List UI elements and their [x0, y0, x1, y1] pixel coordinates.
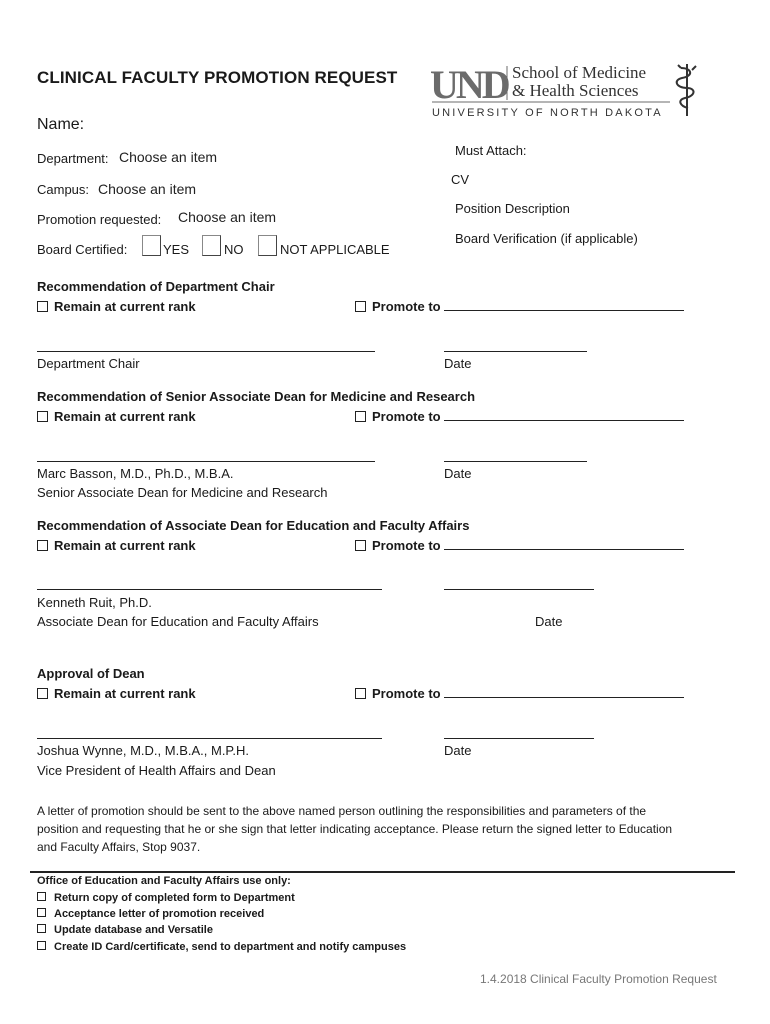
footer-version: 1.4.2018 Clinical Faculty Promotion Request [480, 972, 717, 986]
logo-school-line2: & Health Sciences [512, 81, 639, 100]
date-label: Date [444, 466, 472, 481]
section-heading: Recommendation of Senior Associate Dean for Medicine and Research [37, 389, 476, 404]
instructions-line: A letter of promotion should be sent to the above named person outlining the responsibilities and parameters of the [37, 804, 647, 818]
office-task[interactable]: Update database and Versatile [37, 924, 213, 936]
instructions-line: and Faculty Affairs, Stop 9037. [37, 840, 201, 854]
office-task[interactable]: Acceptance letter of promotion received [37, 908, 264, 920]
logo-university: UNIVERSITY OF NORTH DAKOTA [432, 107, 663, 119]
board-yes-label: YES [163, 242, 190, 257]
checkbox[interactable] [37, 688, 48, 699]
office-task[interactable]: Create ID Card/certificate, send to department and notify campuses [37, 941, 406, 953]
office-task[interactable]: Return copy of completed form to Department [37, 892, 295, 904]
promote-option[interactable]: Promote to [355, 538, 684, 553]
signature-line[interactable] [37, 461, 375, 462]
remain-option[interactable]: Remain at current rank [37, 299, 196, 314]
signer-name: Joshua Wynne, M.D., M.B.A., M.P.H. [37, 743, 250, 758]
office-use-heading: Office of Education and Faculty Affairs use only: [37, 875, 291, 887]
must-attach-heading: Must Attach: [455, 143, 527, 158]
attach-item-board-verification: Board Verification (if applicable) [455, 231, 638, 246]
remain-option[interactable]: Remain at current rank [37, 538, 196, 553]
logo-school-line1: School of Medicine [512, 63, 647, 82]
checkbox[interactable] [355, 411, 366, 422]
name-label: Name: [37, 116, 85, 133]
promote-option[interactable]: Promote to [355, 409, 684, 424]
signer-title: Department Chair [37, 356, 140, 371]
campus-label: Campus: [37, 182, 90, 197]
remain-option[interactable]: Remain at current rank [37, 409, 196, 424]
attach-item-position-description: Position Description [455, 201, 570, 216]
caduceus-icon [677, 64, 696, 116]
section-heading: Recommendation of Associate Dean for Education and Faculty Affairs [37, 518, 470, 533]
checkbox[interactable] [355, 688, 366, 699]
checkbox[interactable] [37, 892, 46, 901]
checkbox[interactable] [355, 540, 366, 551]
signature-line[interactable] [37, 351, 375, 352]
date-label: Date [535, 614, 563, 629]
promote-to-field[interactable] [444, 538, 684, 550]
board-certified-label: Board Certified: [37, 242, 128, 257]
instructions-line: position and requesting that he or she sign that letter indicating acceptance. Please return the signed letter to Education [37, 822, 673, 836]
department-label: Department: [37, 151, 109, 166]
signer-name: Kenneth Ruit, Ph.D. [37, 595, 152, 610]
board-no-checkbox[interactable] [202, 235, 221, 256]
checkbox[interactable] [37, 301, 48, 312]
checkbox[interactable] [37, 924, 46, 933]
promotion-select[interactable]: Choose an item [178, 209, 277, 225]
board-na-checkbox[interactable] [258, 235, 277, 256]
signer-name: Marc Basson, M.D., Ph.D., M.B.A. [37, 466, 234, 481]
signer-title: Associate Dean for Education and Faculty Affairs [37, 614, 319, 629]
promote-option[interactable]: Promote to [355, 686, 684, 701]
attach-item-cv: CV [451, 172, 470, 187]
checkbox[interactable] [37, 941, 46, 950]
und-logo [430, 58, 702, 120]
board-na-label: NOT APPLICABLE [280, 242, 390, 257]
date-label: Date [444, 743, 472, 758]
promotion-label: Promotion requested: [37, 212, 162, 227]
promote-to-field[interactable] [444, 409, 684, 421]
remain-option[interactable]: Remain at current rank [37, 686, 196, 701]
page-title: CLINICAL FACULTY PROMOTION REQUEST [37, 68, 398, 87]
checkbox[interactable] [37, 908, 46, 917]
date-line[interactable] [444, 589, 594, 590]
signature-line[interactable] [37, 738, 382, 739]
board-no-label: NO [224, 242, 244, 257]
instructions-paragraph [37, 802, 672, 856]
section-heading: Recommendation of Department Chair [37, 279, 275, 294]
department-select[interactable]: Choose an item [119, 149, 218, 165]
checkbox[interactable] [37, 411, 48, 422]
und-logo-graphic [430, 58, 702, 120]
promote-to-field[interactable] [444, 686, 684, 698]
signer-title: Vice President of Health Affairs and Dean [37, 763, 276, 778]
campus-select[interactable]: Choose an item [98, 181, 197, 197]
signer-title: Senior Associate Dean for Medicine and Research [37, 485, 328, 500]
checkbox[interactable] [355, 301, 366, 312]
promote-option[interactable]: Promote to [355, 299, 684, 314]
date-line[interactable] [444, 351, 587, 352]
logo-mark: UND [430, 62, 508, 107]
promote-to-field[interactable] [444, 299, 684, 311]
board-yes-checkbox[interactable] [142, 235, 161, 256]
signature-line[interactable] [37, 589, 382, 590]
checkbox[interactable] [37, 540, 48, 551]
section-heading: Approval of Dean [37, 666, 145, 681]
date-line[interactable] [444, 461, 587, 462]
date-label: Date [444, 356, 472, 371]
divider [30, 871, 735, 873]
date-line[interactable] [444, 738, 594, 739]
